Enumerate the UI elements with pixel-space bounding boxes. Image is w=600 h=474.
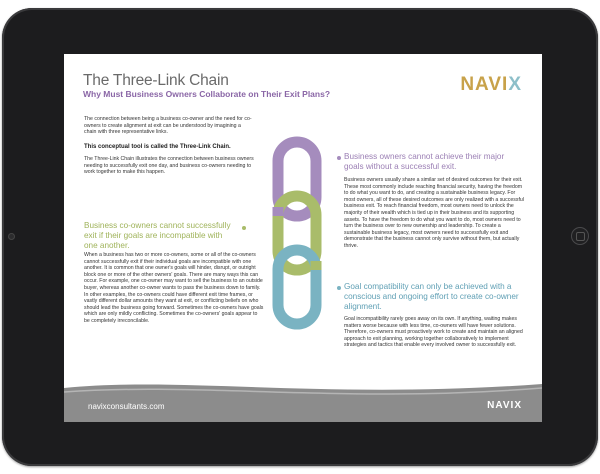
tablet-frame [2, 8, 598, 466]
page-subtitle: Why Must Business Owners Collaborate on Their Exit Plans? [83, 89, 331, 99]
footer-wave [64, 378, 542, 422]
document-page[interactable] [64, 54, 542, 422]
incompatible-goals-body: When a business has two or more co-owners, some or all of the co-owners cannot successfully exit if their individual goals are incompatible with one another. It is common that one owner's goals will hinder, disrupt, or outright block one or more of the other owners' goals. There are many ways this can occur. For example, one co-owner may want to sell the business to an outside buyer, whereas another co-owner wants to pass the business down to family. In other examples, the co-owners could have different exit time frames, or vastly different dollar amounts they want at exit, or conflicting beliefs on who should lead the business going forward. Sometimes the co-owners have goals which are only mildly conflicting. Sometimes the co-owners' goals appear to be completely irreconcilable. [84, 252, 264, 324]
goal-compatibility-body: Goal incompatibility rarely goes away on its own. If anything, waiting makes matters worse because with less time, co-owners will have fewer solutions. Therefore, co-owners must proactively work to create and maintain an aligned approach to exit planning, working together collaboratively to implement strategies and tactics that enable every involved owner to successfully exit. [344, 316, 523, 349]
callout-dot-blue [337, 286, 341, 290]
intro-paragraph-2: The Three-Link Chain illustrates the connection between business owners needing to successfully exit one day, and business co-owners needing to work together to make this happen. [84, 156, 254, 176]
callout-incompatible-goals: Business co-owners cannot successfully exit if their goals are incompatible with one another. [84, 221, 231, 250]
page-title: The Three-Link Chain [83, 72, 229, 89]
footer-website-link[interactable]: navixconsultants.com [88, 402, 165, 411]
footer-logo: NAVIX [487, 400, 522, 411]
intro-paragraph: The connection between being a business co-owner and the need for co-owners to create alignment at exit can be understood by imagining a chain with three representative links. [84, 116, 252, 136]
navix-logo: NAVIX [460, 74, 522, 95]
callout-successful-exit: Business owners cannot achieve their major goals without a successful exit. [344, 152, 505, 171]
camera-icon [8, 233, 15, 240]
successful-exit-body: Business owners usually share a similar set of desired outcomes for their exit. These most commonly include reaching financial security, having the freedom to do what you want to do, and creating a sustainable business legacy. For most owners, all of these desired outcomes are only realized with a successful business exit. To reach financial freedom, most owners need to unlock the majority of their wealth which is tied up in their business and its supporting assets. To have the freedom to do what you want to do, most owners need to turn the business over to new ownership and leadership. To create a sustainable business legacy, most owners need to successfully exit and demonstrate that the business cannot only survive without them, but actually thrive. [344, 177, 524, 249]
home-button[interactable] [571, 227, 589, 245]
callout-dot-purple [337, 156, 341, 160]
chain-link-bottom-blue [278, 250, 316, 324]
three-link-chain-illustration [264, 136, 330, 330]
callout-dot-green [242, 226, 246, 230]
callout-goal-compatibility: Goal compatibility can only be achieved with a conscious and ongoing effort to create co-owner alignment. [344, 282, 519, 311]
intro-bold-line: This conceptual tool is called the Three-Link Chain. [84, 144, 231, 150]
